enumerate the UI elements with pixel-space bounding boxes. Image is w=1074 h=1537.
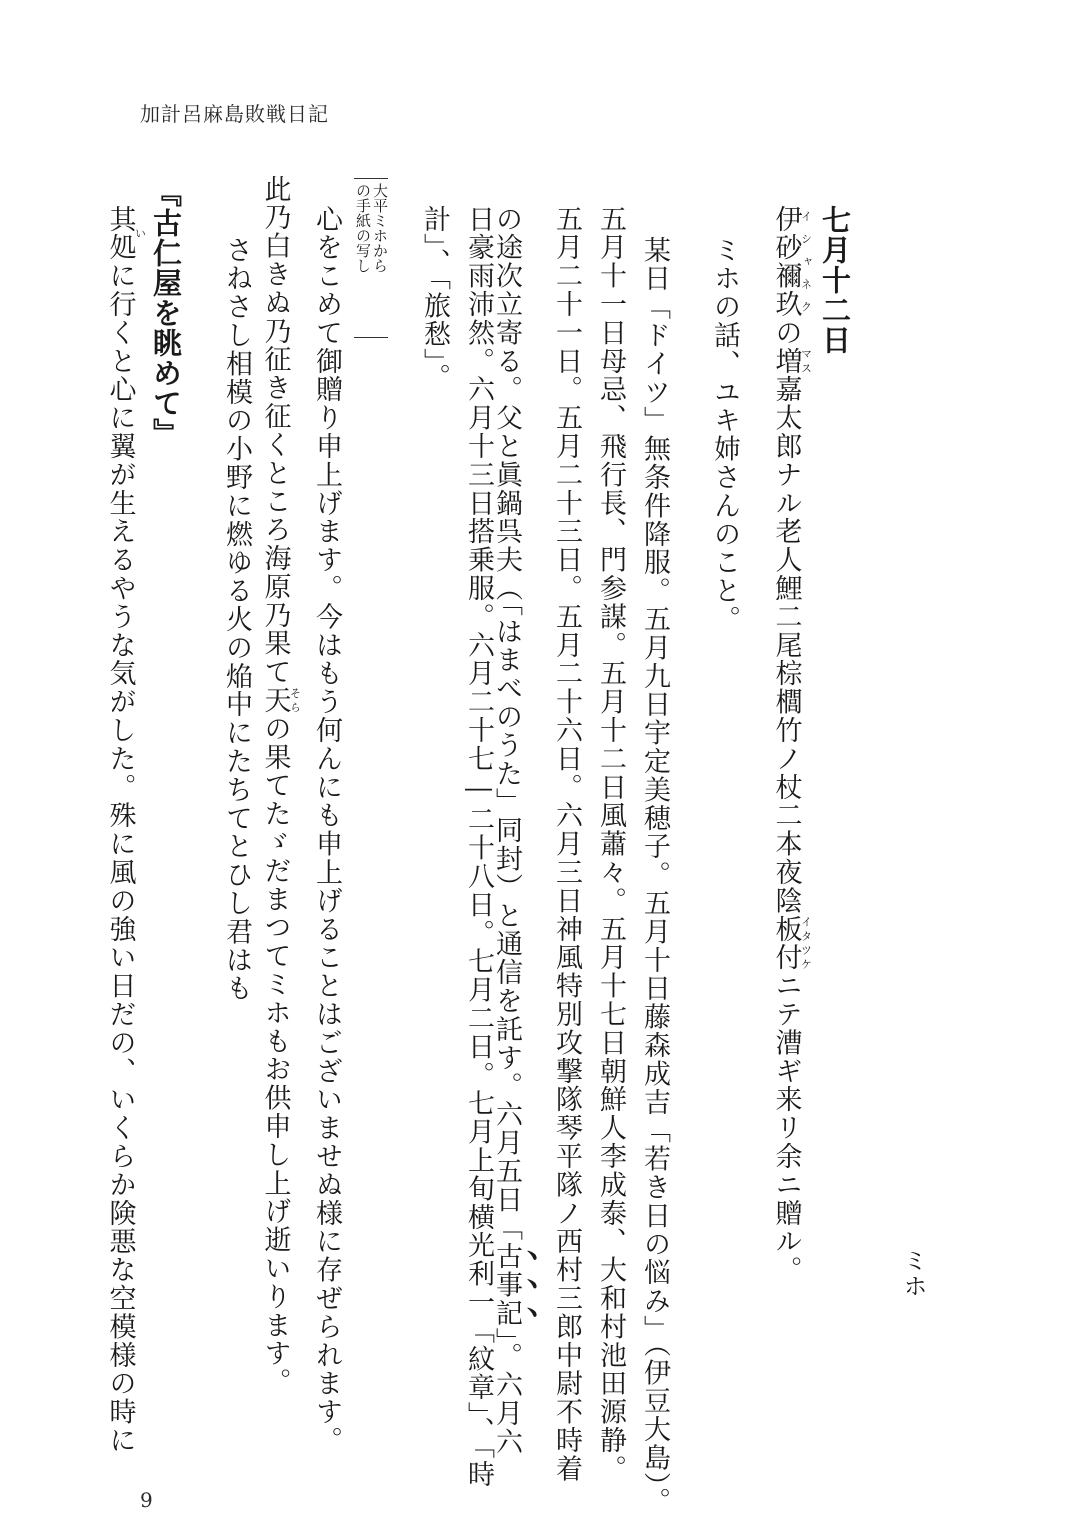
kojiki-emphasis: 古事記 (491, 1242, 522, 1328)
date-heading: 七月十二日 (818, 205, 852, 355)
ruby-soko: 其処い (104, 205, 147, 262)
letter-line-2: 此乃白きぬ乃征き征くところ海原乃果て天そらの果てたゞだまつてミホもお供申し上げ逝いります。 (259, 175, 302, 1397)
ruby-masu: 増マス (770, 347, 813, 376)
ruby-sora: 天そら (259, 686, 302, 715)
entry-paragraph-line-6: 計」、「旅愁」。 (419, 205, 450, 392)
section-line-1: 其処いに行くと心に翼が生えるやうな気がした。殊に風の強い日だの、いくらか険悪な空模様の時に (104, 205, 147, 1455)
letter-label: 大平ミホから の手紙の写し (354, 178, 388, 338)
entry-paragraph-line-3: 五月二十一日。五月二十三日。五月二十六日。六月三日神風特別攻撃隊琴平隊ノ西村三郎中尉不時着 (551, 205, 582, 1483)
entry-paragraph-line-5: 日豪雨沛然。六月十三日搭乗服。六月二十七―二十八日。七月二日。七月上旬横光利一「紋章」、「時 (463, 205, 494, 1489)
entry-paragraph-line-1: 某日「ドイツ」無条件降服。五月九日宇定美穂子。五月十日藤森成吉「若き日の悩み」（伊豆大島）。 (639, 236, 670, 1516)
entry-paragraph-line-4: の途次立寄る。父と眞鍋呉夫（「はまべのうた」同封）と通信を託す。六月五日「古事記」。六月六 (491, 205, 522, 1457)
running-head: 加計呂麻島敗戦日記 (140, 102, 329, 126)
ruby-ishaneku: 伊砂禰玖イシャネク (770, 205, 813, 319)
section-title: 『古仁屋を眺めて』 (149, 178, 183, 448)
ruby-itatsuke: 板付イタツケ (770, 915, 813, 972)
entry-line-2: ミホの話、ユキ姉さんのこと。 (709, 236, 740, 634)
signature: ミホ (899, 1248, 927, 1299)
letter-line-1: 心をこめて御贈り申上げます。今はもう何んにも申上げることはございませぬ様に存ぜられます。 (311, 205, 342, 1455)
page-number: 9 (140, 1488, 153, 1512)
letter-line-3: さねさし相模の小野に燃ゆる火の焔中にたちてとひし君はも (221, 236, 252, 1003)
entry-line-1: 伊砂禰玖イシャネクの増マス嘉太郎ナル老人鯉二尾棕櫚竹ノ杖二本夜陰板付イタツケニテ漕ギ来リ余ニ贈ル。 (770, 205, 813, 1285)
entry-paragraph-line-2: 五月十一日母忌、飛行長、門参謀。五月十二日風蕭々。五月十七日朝鮮人李成泰、大和村池田源静。 (595, 205, 626, 1483)
